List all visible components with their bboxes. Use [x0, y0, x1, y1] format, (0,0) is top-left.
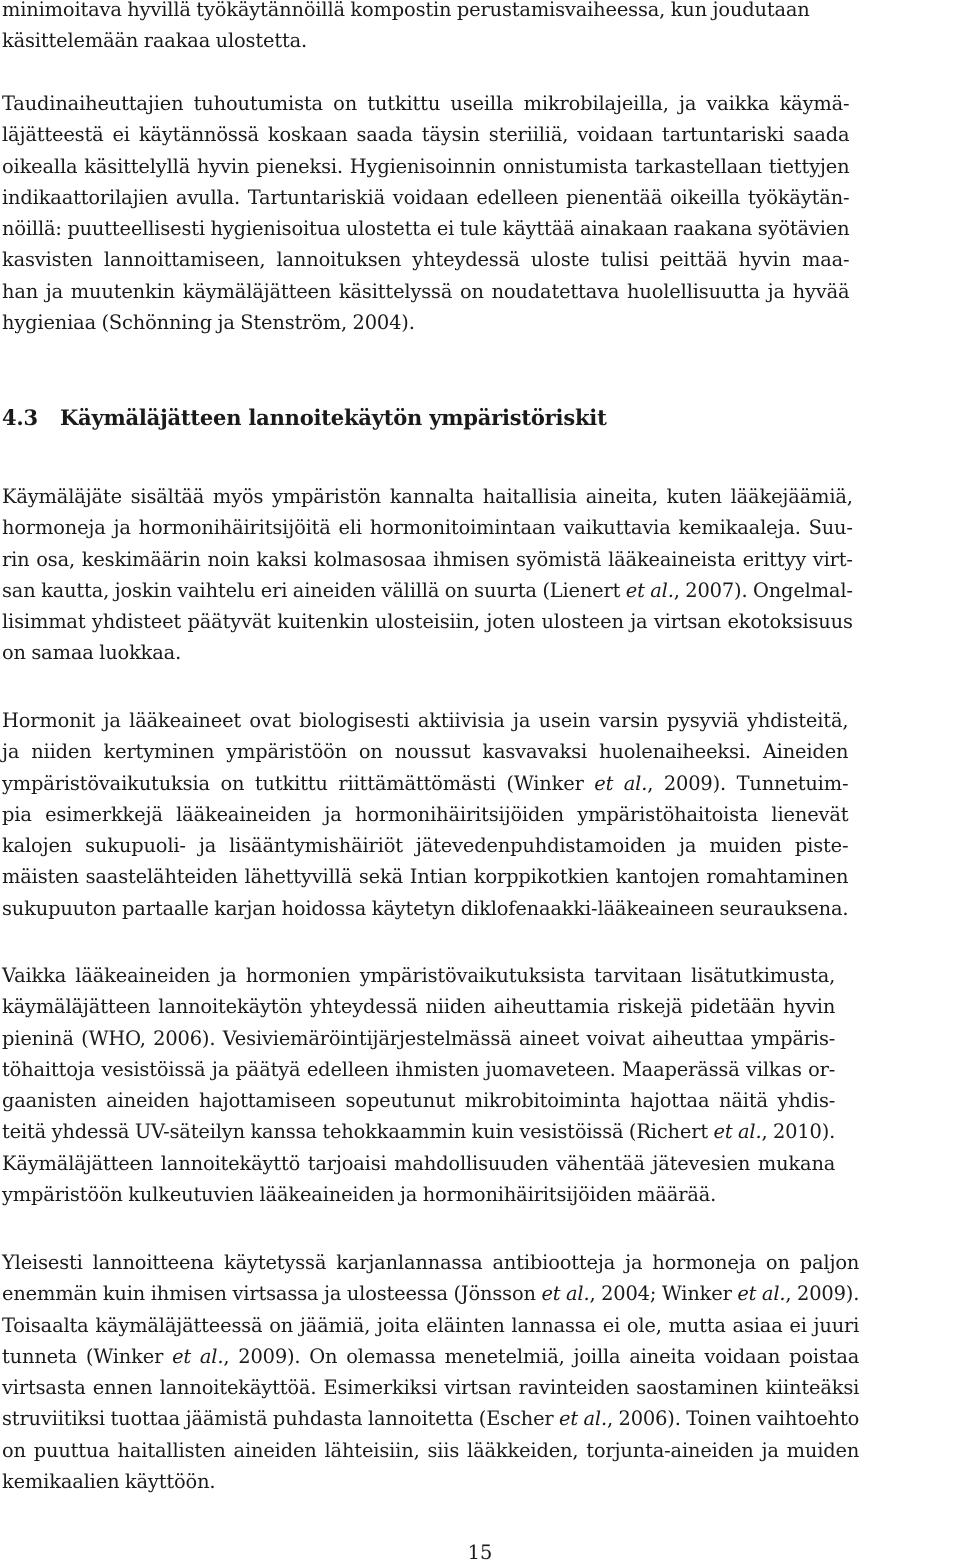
- text-segment: teitä yhdessä UV-säteilyn kanssa tehokkaammin kuin vesistöissä (Richert: [2, 1120, 714, 1144]
- text-segment: san kautta, joskin vaihtelu eri aineiden välillä on suurta (Lienert: [2, 578, 626, 602]
- text-line: Taudinaiheuttajien tuhoutumista on tutkittu useilla mikrobilajeilla, ja vaikka käymä-: [2, 92, 850, 115]
- text-line: minimoitava hyvillä työkäytännöillä kompostin perustamisvaiheessa, kun joudutaan: [2, 0, 810, 21]
- page-number: 15: [467, 1541, 493, 1564]
- citation-italic: et al.: [625, 578, 674, 602]
- text-line: [2, 1278, 859, 1309]
- text-line: nöillä: puutteellisesti hygienisoitua ulostetta ei tule käyttää ainakaan raakana syötävien: [2, 217, 850, 240]
- text-line: han ja muutenkin käymäläjätteen käsittelyssä on noudatettava huolellisuutta ja hyvää: [2, 279, 850, 303]
- text-line: kemikaalien käyttöön.: [2, 1469, 216, 1493]
- paragraph-hormones: [2, 705, 848, 924]
- text-line: pia esimerkkejä lääkeaineiden ja hormonihäiritsijöiden ympäristöhaitoista lienevät: [2, 802, 849, 826]
- text-segment: enemmän kuin ihmisen virtsassa ja ulosteessa (Jönsson: [2, 1282, 542, 1306]
- text-line: sukupuuton partaalle karjan hoidossa käytetyn diklofenaakki-lääkeaineen seurauksena.: [2, 896, 849, 920]
- citation-italic: et al.: [541, 1282, 590, 1306]
- section-heading: [2, 402, 607, 434]
- paragraph-pathogens: [2, 88, 849, 338]
- text-line: Yleisesti lannoitteena käytetyssä karjanlannassa antibiootteja ja hormoneja on paljon: [2, 1251, 860, 1274]
- text-line: on samaa luokkaa.: [2, 641, 182, 665]
- text-line: ja niiden kertyminen ympäristöön on noussut kasvavaksi huolenaiheeksi. Aineiden: [2, 740, 849, 764]
- citation-italic: et al.: [737, 1282, 786, 1306]
- text-line: [2, 575, 853, 606]
- text-line: Toisaalta käymäläjätteessä on jäämiä, joita eläinten lannassa ei ole, mutta asiaa ei juuri: [2, 1313, 860, 1337]
- text-line: kasvisten lannoittamiseen, lannoituksen yhteydessä uloste tulisi peittää hyvin maa-: [2, 248, 850, 272]
- text-line: [2, 768, 848, 799]
- text-line: indikaattorilajien avulla. Tartuntariskiä voidaan edelleen pienentää oikeilla työkäytän-: [2, 185, 850, 209]
- text-line: käsittelemään raakaa ulostetta.: [2, 29, 308, 53]
- citation-italic: et al.: [713, 1120, 762, 1144]
- text-line: hygieniaa (Schönning ja Stenström, 2004).: [2, 310, 415, 334]
- text-line: kalojen sukupuoli- ja lisääntymishäiriöt jätevedenpuhdistamoiden ja muiden piste-: [2, 834, 849, 857]
- text-line: [2, 1116, 835, 1147]
- text-line: pieninä (WHO, 2006). Vesiviemäröintijärjestelmässä aineet voivat aiheuttaa ympäris-: [2, 1026, 836, 1050]
- text-line: Hormonit ja lääkeaineet ovat biologisesti aktiivisia ja usein varsin pysyviä yhdisteitä,: [2, 709, 849, 732]
- text-segment: , 2009). Tunnetuim-: [647, 771, 849, 795]
- paragraph-continuation: [2, 0, 810, 57]
- paragraph-manure-comparison: [2, 1247, 859, 1497]
- text-segment: , 2009). On olemassa menetelmiä, joilla aineita voidaan poistaa: [223, 1344, 860, 1368]
- text-line: lisimmat yhdisteet päätyvät kuitenkin ulosteisiin, joten ulosteen ja virtsan ekotoksisuus: [2, 610, 853, 633]
- section-number: 4.3: [2, 405, 38, 430]
- text-segment: tunneta (Winker: [2, 1344, 173, 1368]
- citation-italic: et al.: [594, 771, 648, 795]
- text-line: Käymäläjätteen lannoitekäyttö tarjoaisi mahdollisuuden vähentää jätevesien mukana: [2, 1151, 836, 1175]
- text-line: läjätteestä ei käytännössä koskaan saada täysin steriiliä, voidaan tartuntariski saada: [2, 123, 850, 147]
- paragraph-environmental-effects: [2, 960, 835, 1210]
- text-line: [2, 1403, 859, 1434]
- text-segment: , 2007). Ongelmal-: [673, 578, 853, 602]
- paragraph-harmful-substances: [2, 481, 853, 669]
- section-title: Käymäläjätteen lannoitekäytön ympäristöriskit: [60, 405, 607, 430]
- text-line: gaanisten aineiden hajottamiseen sopeutunut mikrobitoiminta hajottaa näitä yhdis-: [2, 1089, 836, 1112]
- text-line: mäisten saastelähteiden lähettyvillä sekä Intian korppikotkien kantojen romahtaminen: [2, 865, 849, 889]
- text-line: oikealla käsittelyllä hyvin pieneksi. Hygienisoinnin onnistumista tarkastellaan tiettyjen: [2, 154, 850, 178]
- text-segment: , 2004; Winker: [589, 1282, 738, 1306]
- text-line: on puuttua haitallisten aineiden lähteisiin, siis lääkkeiden, torjunta-aineiden ja muiden: [2, 1438, 860, 1462]
- citation-italic: et al.: [172, 1344, 224, 1368]
- text-segment: struviitiksi tuottaa jäämistä puhdasta lannoitetta (Escher: [2, 1407, 560, 1431]
- text-segment: ympäristövaikutuksia on tutkittu riittämättömästi (Winker: [2, 771, 595, 795]
- text-line: käymäläjätteen lannoitekäytön yhteydessä niiden aiheuttamia riskejä pidetään hyvin: [2, 995, 836, 1019]
- text-line: virtsasta ennen lannoitekäyttöä. Esimerkiksi virtsan ravinteiden saostaminen kiinteäksi: [2, 1376, 860, 1399]
- text-line: rin osa, keskimäärin noin kaksi kolmasosaa ihmisen syömistä lääkeaineista erittyy virt-: [2, 547, 853, 571]
- text-line: Käymäläjäte sisältää myös ympäristön kannalta haitallisia aineita, kuten lääkejäämiä,: [2, 485, 853, 508]
- text-segment: , 2010).: [761, 1120, 836, 1144]
- text-line: ympäristöön kulkeutuvien lääkeaineiden ja hormonihäiritsijöiden määrää.: [2, 1182, 717, 1206]
- text-line: Vaikka lääkeaineiden ja hormonien ympäristövaikutuksista tarvitaan lisätutkimusta,: [2, 964, 836, 987]
- text-segment: , 2006). Toinen vaihtoehto: [607, 1407, 860, 1431]
- text-line: [2, 1341, 859, 1372]
- text-line: hormoneja ja hormonihäiritsijöitä eli hormonitoimintaan vaikuttavia kemikaaleja. Suu-: [2, 516, 853, 540]
- text-line: töhaittoja vesistöissä ja päätyä edelleen ihmisten juomaveteen. Maaperässä vilkas or-: [2, 1057, 836, 1081]
- citation-italic: et al.: [559, 1407, 607, 1431]
- text-segment: , 2009).: [785, 1282, 860, 1306]
